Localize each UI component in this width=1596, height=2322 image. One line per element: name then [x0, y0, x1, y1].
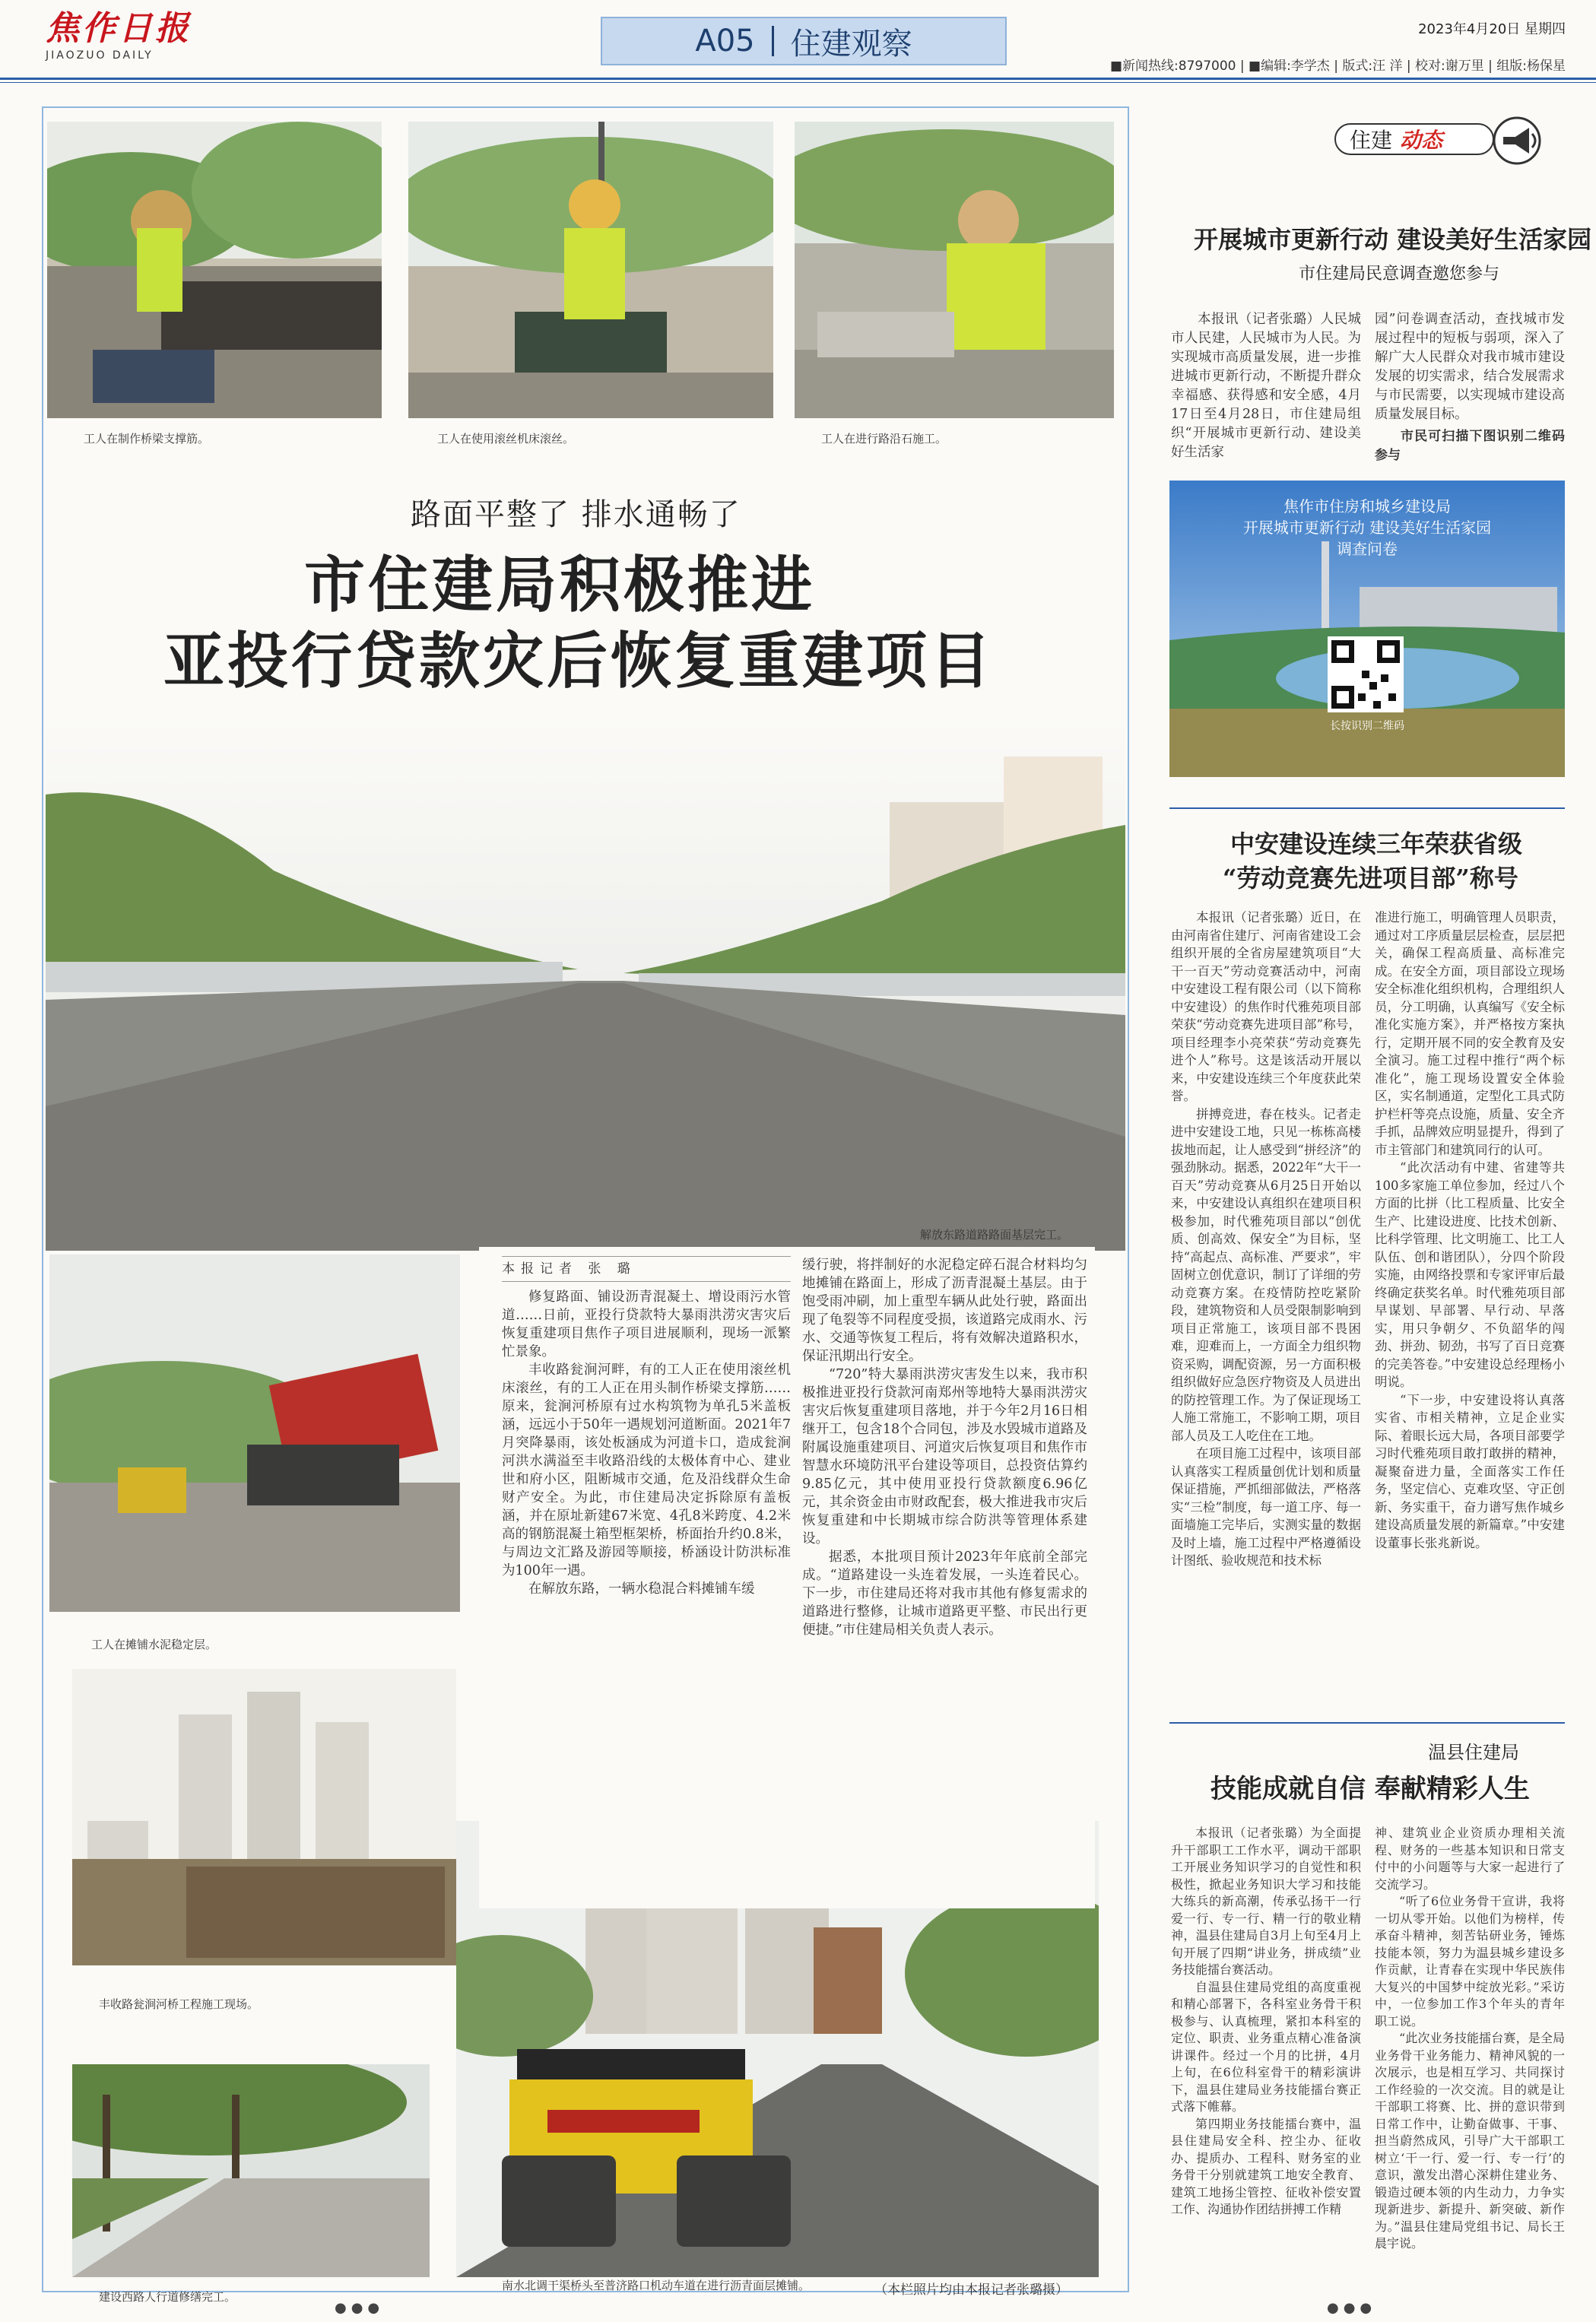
story2-paragraph: “下一步，中安建设将认真落实省、市相关精神，立足企业实际、着眼长远大局，各项目部要学习时代雅苑项目敢打敢拼的精神，凝聚奋进力量，全面落实工作任务，坚定信心、克难攻坚、守正创新、务实重干，奋力谱写焦作城乡建设高质量发展的新篇章。”中安建设董事长张兆新说。 — [1375, 1392, 1565, 1550]
photo-bridge-site — [72, 1669, 456, 1965]
caption-left1: 工人在摊铺水泥稳定层。 — [91, 1638, 217, 1651]
story2-paragraph: 准进行施工，明确管理人员职责，通过对工序质量层层检查，层层把关，确保工程高质量、高标准完成。在安全方面，项目部设立现场安全标准化组织机构，合理组织人员，分工明确，认真编写《安全标准化实施方案》，并严格按方案执行，定期开展不同的安全教育及安全演习。施工过程中推行“两个标准化”，施工现场设置安全体验区，实名制通道，定型化工具式防护栏杆等亮点设施，质量、安全齐手抓，品牌效应明显提升，得到了市主管部门和建筑同行的认可。 — [1375, 910, 1565, 1157]
story2-title-line2: “劳动竞赛先进项目部”称号 — [1223, 864, 1518, 893]
story2-title-line1: 中安建设连续三年荣获省级 — [1230, 830, 1523, 858]
header-rule-thin — [0, 82, 1596, 83]
sidebar-divider — [1169, 1722, 1565, 1724]
headline-line2: 亚投行贷款灾后恢复重建项目 — [163, 625, 994, 696]
story1-col1 — [1171, 310, 1361, 462]
story3-col1 — [1171, 1825, 1361, 2219]
logo-en: JIAOZUO DAILY — [46, 49, 154, 62]
story3-col2 — [1375, 1825, 1565, 2253]
caption-photo3: 工人在进行路沿石施工。 — [821, 432, 947, 446]
section-name: 住建观察 — [790, 26, 912, 62]
qr-title1: 焦作市住房和城乡建设局 — [1283, 497, 1451, 515]
caption-main-road: 解放东路道路路面基层完工。 — [920, 1228, 1069, 1242]
headline-line1: 市住建局积极推进 — [304, 549, 815, 620]
photo-main-road — [46, 711, 1125, 1251]
sidebar-tag — [1334, 114, 1547, 160]
article-paragraph: 缓行驶，将拌制好的水泥稳定碎石混合材料均匀地摊铺在路面上，形成了沥青混凝土基层。由于饱受雨冲刷，加上重型车辆从此处行驶，路面出现了龟裂等不同程度受损，该道路完成雨水、污水、交通等恢复工程后，将有效解决道路积水，保证汛期出行安全。 — [802, 1258, 1087, 1364]
sidebar-tag-left: 住建 — [1350, 128, 1393, 153]
story1-subtitle: 市住建局民意调查邀您参与 — [1299, 265, 1500, 284]
story1-qr-note: 市民可扫描下图识别二维码参与 — [1375, 429, 1565, 463]
qr-hint: 长按识别二维码 — [1330, 720, 1404, 732]
story3-paragraph: “此次业务技能擂台赛，是全局业务骨干业务能力、精神风貌的一次展示，也是相互学习、共同探讨工作经验的一次交流。目的就是让干部职工将赛、比、拼的意识带到日常工作中，让勤奋做事、干事、担当蔚然成风，引导广大干部职工树立‘干一行、爱一行、专一行’的意识，激发出潜心深耕住建业务、锻造过硬本领的内生动力，力争实现新进步、新提升、新突破、新作为。”温县住建局党组书记、局长王晨宇说。 — [1375, 2031, 1565, 2251]
article-paragraph: 丰收路瓮涧河畔，有的工人正在使用滚丝机床滚丝，有的工人正在用头制作桥梁支撑筋……原来，瓮涧河桥原有过水构筑物为单孔5米盖板涵，远远小于50年一遇规划河道断面。2021年7月突降暴雨，该处板涵成为河道卡口，造成瓮涧河洪水满溢至丰收路沿线的太极体育中心、建业世和府小区，阻断城市交通，危及沿线群众生命财产安全。为此，市住建局决定拆除原有盖板涵，并在原址新建67米宽、4孔8米跨度、4.2米高的钢筋混凝土箱型框架桥，桥面抬升约0.8米，与周边文汇路及游园等顺接，桥涵设计防洪标准为100年一遇。 — [502, 1362, 791, 1578]
footer-dots-left: ●●● — [335, 2300, 385, 2316]
qr-title3: 调查问卷 — [1337, 540, 1398, 558]
photo-rebar-worker — [47, 122, 382, 418]
story2-col1 — [1171, 909, 1361, 1570]
qr-title2: 开展城市更新行动 建设美好生活家园 — [1242, 519, 1492, 537]
story2-paragraph: 本报讯（记者张璐）近日，在由河南省住建厅、河南省建设工会组织开展的全省房屋建筑项目“大干一百天”劳动竞赛活动中，河南中安建设工程有限公司（以下简称中安建设）的焦作时代雅苑项目部荣获“劳动竞赛先进项目部”称号，项目经理李小亮荣获“劳动竞赛先进个人”称号。这是该活动开展以来，中安建设连续三个年度获此荣誉。 — [1171, 910, 1361, 1103]
qr-code-icon[interactable] — [1328, 636, 1404, 712]
caption-left2: 丰收路瓮涧河桥工程施工现场。 — [99, 1997, 259, 2011]
story1-col2 — [1375, 310, 1565, 465]
article-column-2 — [802, 1256, 1087, 1639]
sidebar-tag-pill — [1334, 123, 1494, 155]
main-article — [479, 1247, 1095, 1908]
article-paragraph: 据悉，本批项目预计2023年年底前全部完成。“道路建设一头连着发展，一头连着民心。下一步，市住建局还将对我市其他有修复需求的道路进行整修，让城市道路更平整、市民出行更便捷。”市住建局相关负责人表示。 — [802, 1550, 1087, 1638]
section-banner — [601, 17, 1007, 65]
article-paragraph: “720”特大暴雨洪涝灾害发生以来，我市积极推进亚投行贷款河南郑州等地特大暴雨洪涝灾害灾后恢复重建项目落地，并于今年2月16日相继开工，包含18个合同包，涉及水毁城市道路及附属设施重建项目、河道灾后恢复项目和焦作市智慧水环境防汛平台建设等项目，总投资估算约9.85亿元，其中使用亚投行贷款额度6.96亿元，其余资金由市财政配套，极大推进我市灾后恢复重建和中长期城市综合防洪等管理体系建设。 — [802, 1367, 1087, 1546]
story3-kicker: 温县住建局 — [1428, 1742, 1519, 1763]
article-paragraph: 修复路面、铺设沥青混凝土、增设雨污水管道……日前，亚投行贷款特大暴雨洪涝灾害灾后恢复重建项目焦作子项目进展顺利，现场一派繁忙景象。 — [502, 1289, 791, 1359]
sidebar-divider — [1169, 807, 1565, 809]
story1-paragraph: 园”问卷调查活动，查找城市发展过程中的短板与弱项，深入了解广大人民群众对我市城市建设发展的切实需求，结合发展需求与市民需要，以实现城市建设高质量发展目标。 — [1375, 312, 1565, 422]
story2-paragraph: 在项目施工过程中，该项目部认真落实工程质量创优计划和质量保证措施，严抓细部做法，严格落实“三检”制度，每一道工序、每一面墙施工完毕后，实测实量的数据及时上墙，施工过程中严格遵循设计图纸、验收规范和技术标 — [1171, 1446, 1361, 1568]
section-code: A05 — [695, 24, 755, 59]
photo-credit: （本栏照片均由本报记者张璐摄） — [874, 2282, 1068, 2298]
article-column-1 — [502, 1256, 791, 1598]
story3-paragraph: 自温县住建局党组的高度重视和精心部署下，各科室业务骨干积极参与、认真梳理，紧扣本科室的定位、职责、业务重点精心准备演讲课件。经过一个月的比拼，4月上旬，在6位科室骨干的精彩演讲下，温县住建局业务技能擂台赛正式落下帷幕。 — [1171, 1979, 1361, 2114]
caption-photo1: 工人在制作桥梁支撑筋。 — [84, 432, 210, 446]
qr-survey-panel — [1169, 481, 1565, 777]
story2-paragraph: 拼搏竞进，春在枝头。记者走进中安建设工地，只见一栋栋高楼拔地而起，让人感受到“拼经济”的强劲脉动。据悉，2022年“大干一百天”劳动竞赛从6月25日开始以来，中安建设认真组织在建项目积极参加，时代雅苑项目部以“创优质、创高效、保安全”为目标，坚持“高起点、高标准、严要求”，牢固树立创优意识，制订了详细的劳动竞赛方案。在疫情防控吃紧阶段，建筑物资和人员受限制影响到项目正常施工，该项目部不畏困难，迎难而上，一方面全力组织物资采购，调配资源，另一方面积极组织做好应急医疗物资及人员进出的防控管理工作。为了保证现场工人施工常施工，不影响工期，项目部人员及工人吃住在工地。 — [1171, 1106, 1361, 1443]
story3-paragraph: 第四期业务技能擂台赛中，温县住建局安全科、控尘办、征收办、提质办、工程科、财务室的业务骨干分别就建筑工地安全教育、建筑工地扬尘管控、征收补偿安置工作、沟通协作团结拼搏工作精 — [1171, 2116, 1361, 2216]
article-paragraph: 在解放东路，一辆水稳混合料摊铺车缓 — [528, 1581, 755, 1597]
photo-sidewalk — [72, 2064, 430, 2277]
logo-cn: 焦作日报 — [46, 9, 192, 48]
megaphone-icon — [1487, 114, 1547, 167]
header-rule — [0, 78, 1596, 80]
story3-paragraph: “听了6位业务骨干宣讲，我将一切从零开始。以他们为榜样，传承奋斗精神，刻苦钻研业务，锤炼技能本领，努力为温县城乡建设多作贡献，让青春在实现中华民族伟大复兴的中国梦中绽放光彩。”采访中，一位参加工作3个年头的青年职工说。 — [1375, 1894, 1565, 2029]
footer-dots-right: ●●● — [1327, 2300, 1377, 2316]
caption-photo2: 工人在使用滚丝机床滚丝。 — [437, 432, 575, 446]
story3-title: 技能成就自信 奉献精彩人生 — [1210, 1774, 1530, 1804]
story3-paragraph: 本报讯（记者张璐）为全面提升干部职工工作水平，调动干部职工开展业务知识学习的自觉性和积极性，掀起业务知识大学习和技能大练兵的新高潮，传承弘扬干一行爱一行、专一行、精一行的敬业精神，温县住建局自3月上旬至4月上旬开展了四期“讲业务，拼成绩”业务技能擂台赛活动。 — [1171, 1826, 1361, 1977]
issue-date: 2023年4月20日 星期四 — [1418, 21, 1566, 37]
staff-credits: ■新闻热线:8797000 | ■编辑:李学杰 | 版式:汪 洋 | 校对:谢万里 | 组版:杨保星 — [1109, 59, 1566, 74]
subheadline: 路面平整了 排水通畅了 — [411, 497, 741, 532]
story3-paragraph: 神、建筑业企业资质办理相关流程、财务的一些基本知识和日常支付中的小问题等与大家一起进行了交流学习。 — [1375, 1826, 1565, 1892]
photo-curbstone — [795, 122, 1114, 418]
story2-col2 — [1375, 909, 1565, 1552]
photo-paver — [49, 1255, 460, 1612]
sidebar-tag-right: 动态 — [1400, 128, 1443, 153]
article-byline: 本报记者 张 璐 — [502, 1256, 791, 1282]
caption-bottom-photo: 南水北调干渠桥头至普济路口机动车道在进行沥青面层摊铺。 — [502, 2279, 811, 2292]
photo-thread-rolling — [408, 122, 773, 418]
section-divider — [772, 26, 774, 56]
story1-paragraph: 本报讯（记者张璐）人民城市人民建，人民城市为人民。为实现城市高质量发展，进一步推进城市更新行动，不断提升群众幸福感、获得感和安全感，4月17日至4月28日，市住建局组织“开展城市更新行动、建设美好生活家 — [1171, 312, 1361, 460]
caption-left3: 建设西路人行道修缮完工。 — [99, 2290, 236, 2304]
story2-paragraph: “此次活动有中建、省建等共100多家施工单位参加，经过八个方面的比拼（比工程质量、比安全生产、比建设进度、比技术创新、比科学管理、比文明施工、比工人队伍、创和谐团队），分四个阶段实施，由网络投票和专家评审后最终确定获奖名单。时代雅苑项目部早谋划、早部署、早行动、早落实，用只争朝夕、不负韶华的闯劲、拼劲、韧劲，书写了百日竞赛的完美答卷。”中安建设总经理杨小明说。 — [1375, 1160, 1565, 1389]
masthead-logo — [46, 9, 236, 62]
story1-title: 开展城市更新行动 建设美好生活家园 — [1194, 225, 1592, 254]
